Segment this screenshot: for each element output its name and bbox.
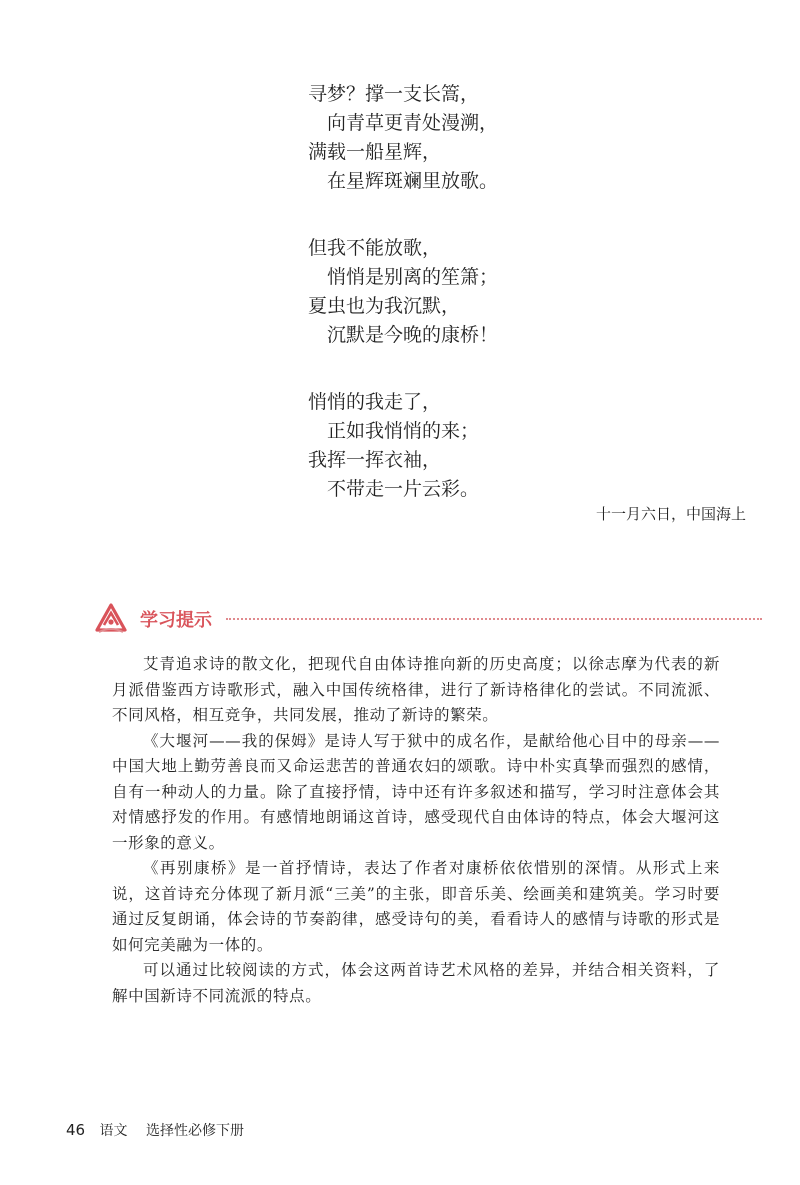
subject-name: 语文 [99,1123,128,1139]
poem-line: 我挥一挥衣袖， [308,449,442,471]
poem-line: 不带走一片云彩。 [327,478,480,500]
page-number: 46 [66,1121,86,1139]
poem [308,80,668,542]
poem-line: 正如我悄悄的来； [327,420,480,442]
tips-paragraph: 《大堰河——我的保姆》是诗人写于狱中的成名作，是献给他心目中的母亲——中国大地上勤劳善良而又命运悲苦的普通农妇的颂歌。诗中朴实真挚而强烈的感情，自有一种动人的力量。除了直接抒情，诗中还有许多叙述和描写，学习时注意体会其对情感抒发的作用。有感情地朗诵这首诗，感受现代自由体诗的特点，体会大堰河这一形象的意义。 [112,731,720,852]
tips-paragraph: 可以通过比较阅读的方式，体会这两首诗艺术风格的差异，并结合相关资料，了解中国新诗不同流派的特点。 [112,961,720,1005]
poem-line: 但我不能放歌， [308,237,442,259]
book-title: 选择性必修下册 [146,1123,244,1139]
dotted-divider [226,618,762,620]
poem-stanza-3 [308,388,668,504]
study-tips-icon [94,602,128,636]
poem-line: 满载一船星辉， [308,141,442,163]
poem-signature: 十一月六日，中国海上 [595,505,746,523]
study-tips-header [94,602,762,636]
poem-stanza-1 [308,80,668,196]
poem-line: 悄悄是别离的笙箫； [327,266,499,288]
poem-line: 在星辉斑斓里放歌。 [327,170,499,192]
poem-line: 向青草更青处漫溯， [327,112,499,134]
poem-stanza-2 [308,234,668,350]
poem-line: 悄悄的我走了， [308,391,442,413]
study-tips-title: 学习提示 [140,610,212,631]
tips-paragraph: 《再别康桥》是一首抒情诗，表达了作者对康桥依依惜别的深情。从形式上来说，这首诗充分体现了新月派“三美”的主张，即音乐美、绘画美和建筑美。学习时要通过反复朗诵，体会诗的节奏韵律，感受诗句的美，看看诗人的感情与诗歌的形式是如何完美融为一体的。 [112,859,720,954]
tips-paragraph: 艾青追求诗的散文化，把现代自由体诗推向新的历史高度；以徐志摩为代表的新月派借鉴西方诗歌形式，融入中国传统格律，进行了新诗格律化的尝试。不同流派、不同风格，相互竞争，共同发展，推动了新诗的繁荣。 [112,655,720,724]
study-tips-body [112,652,720,1009]
poem-line: 沉默是今晚的康桥！ [327,324,499,346]
poem-line: 夏虫也为我沉默， [308,295,461,317]
poem-line: 寻梦？撑一支长篙， [308,83,480,105]
page-footer [66,1120,244,1140]
